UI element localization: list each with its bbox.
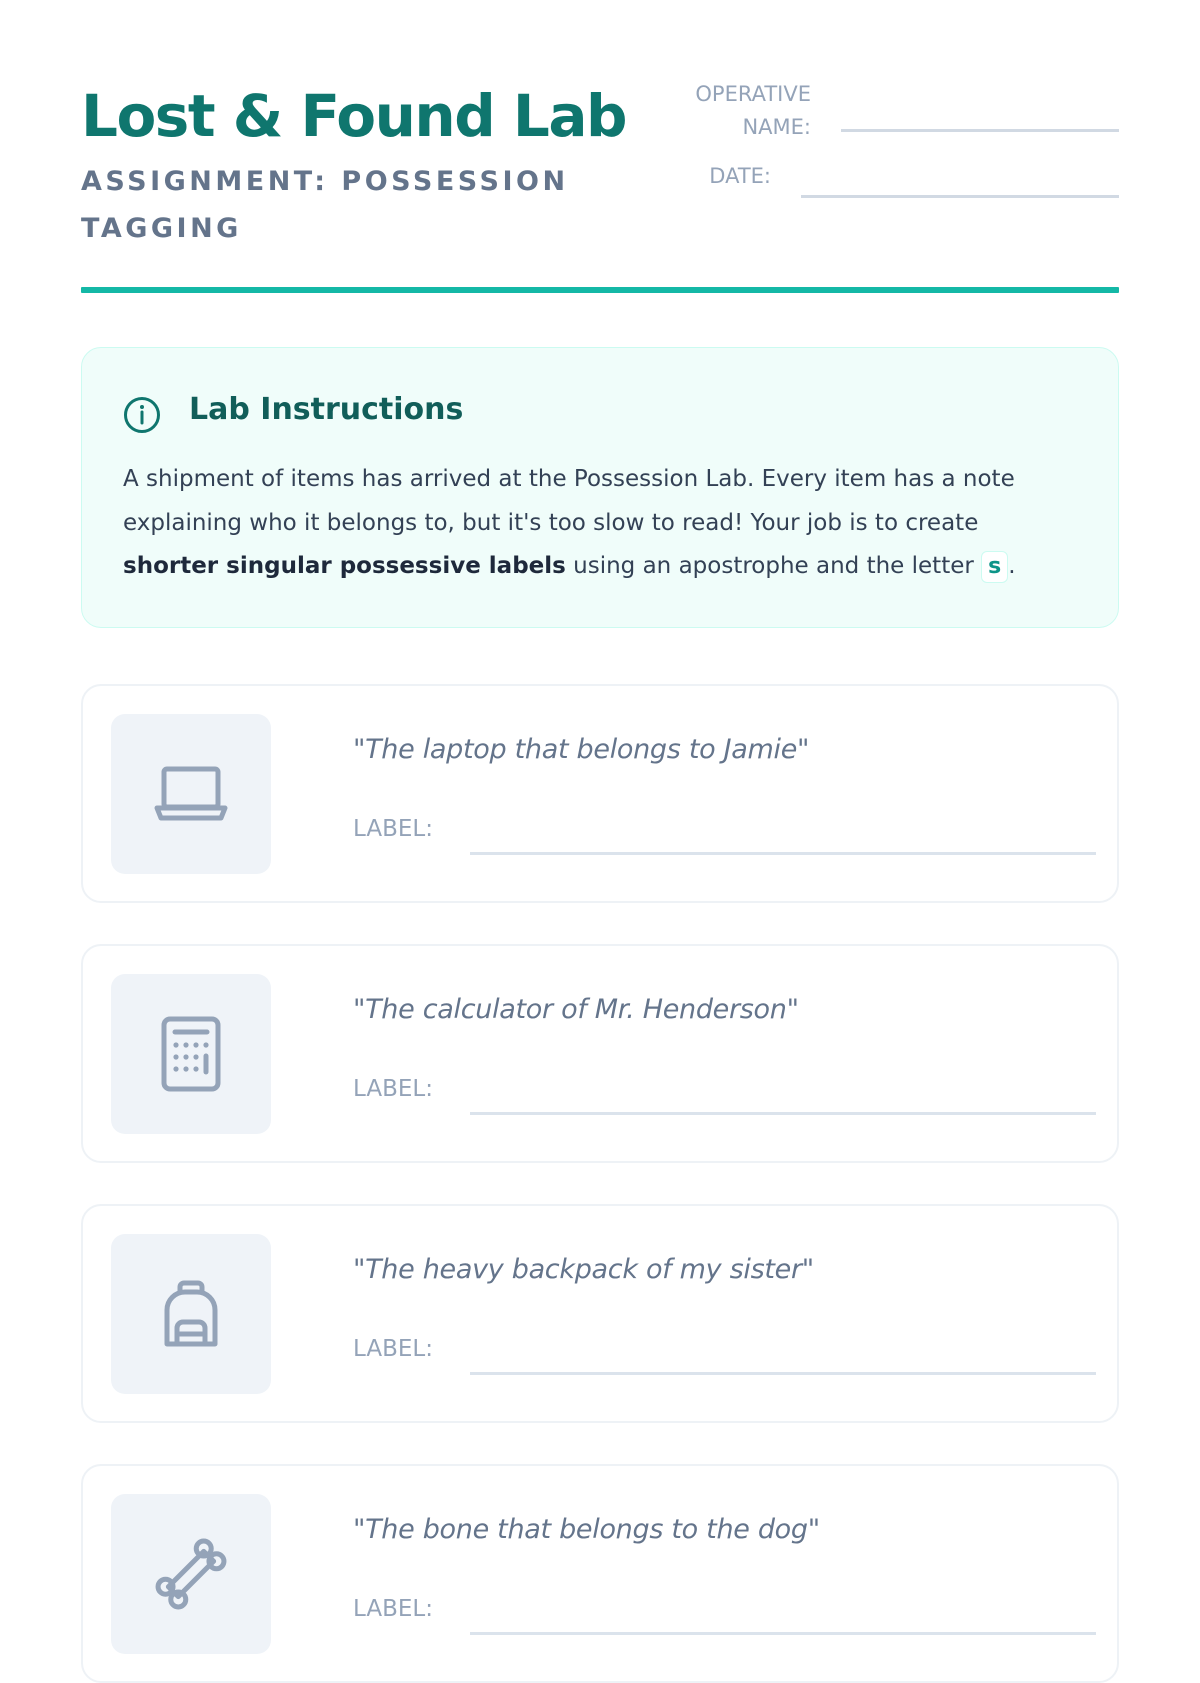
possession-phrase: "The laptop that belongs to Jamie" <box>353 734 810 765</box>
instructions-text <box>123 458 1073 589</box>
instructions-title: Lab Instructions <box>189 392 464 427</box>
label-answer-field[interactable] <box>470 1632 1096 1635</box>
laptop-icon <box>151 754 231 834</box>
label-caption: LABEL: <box>353 1076 433 1102</box>
worksheet-header <box>81 78 1119 290</box>
possession-phrase: "The bone that belongs to the dog" <box>353 1514 820 1545</box>
date-label: DATE: <box>709 164 771 188</box>
backpack-icon <box>151 1274 231 1354</box>
possession-phrase: "The calculator of Mr. Henderson" <box>353 994 799 1025</box>
label-caption: LABEL: <box>353 1596 433 1622</box>
assignment-subtitle: ASSIGNMENT: POSSESSION TAGGING <box>81 166 569 244</box>
label-answer-field[interactable] <box>470 1112 1096 1115</box>
bone-icon <box>151 1534 231 1614</box>
worksheet-page <box>81 0 1119 1622</box>
page-title: Lost & Found Lab <box>81 82 627 150</box>
item-thumbnail <box>111 1234 271 1394</box>
label-caption: LABEL: <box>353 816 433 842</box>
item-thumbnail <box>111 974 271 1134</box>
date-field[interactable] <box>801 195 1119 198</box>
operative-name-field[interactable] <box>841 129 1119 132</box>
info-icon <box>123 396 161 434</box>
instructions-text-end: . <box>1008 553 1016 579</box>
item-card-laptop <box>81 684 1119 903</box>
label-caption: LABEL: <box>353 1336 433 1362</box>
item-card-calculator <box>81 944 1119 1163</box>
instructions-emphasis: shorter singular possessive labels <box>123 553 566 579</box>
item-thumbnail <box>111 714 271 874</box>
label-answer-field[interactable] <box>470 852 1096 855</box>
item-thumbnail <box>111 1494 271 1654</box>
letter-s-tag: s <box>981 551 1008 583</box>
item-card-bone <box>81 1464 1119 1683</box>
calculator-icon <box>151 1014 231 1094</box>
instructions-panel <box>81 347 1119 628</box>
possession-phrase: "The heavy backpack of my sister" <box>353 1254 814 1285</box>
header-divider <box>81 287 1119 293</box>
instructions-text-middle: using an apostrophe and the letter <box>565 553 982 579</box>
label-answer-field[interactable] <box>470 1372 1096 1375</box>
operative-name-label: OPERATIVE NAME: <box>695 82 811 139</box>
item-card-backpack <box>81 1204 1119 1423</box>
instructions-text-start: A shipment of items has arrived at the Possession Lab. Every item has a note explaining who it belongs to, but it's too slow to read! Your job is to create <box>123 466 1015 536</box>
